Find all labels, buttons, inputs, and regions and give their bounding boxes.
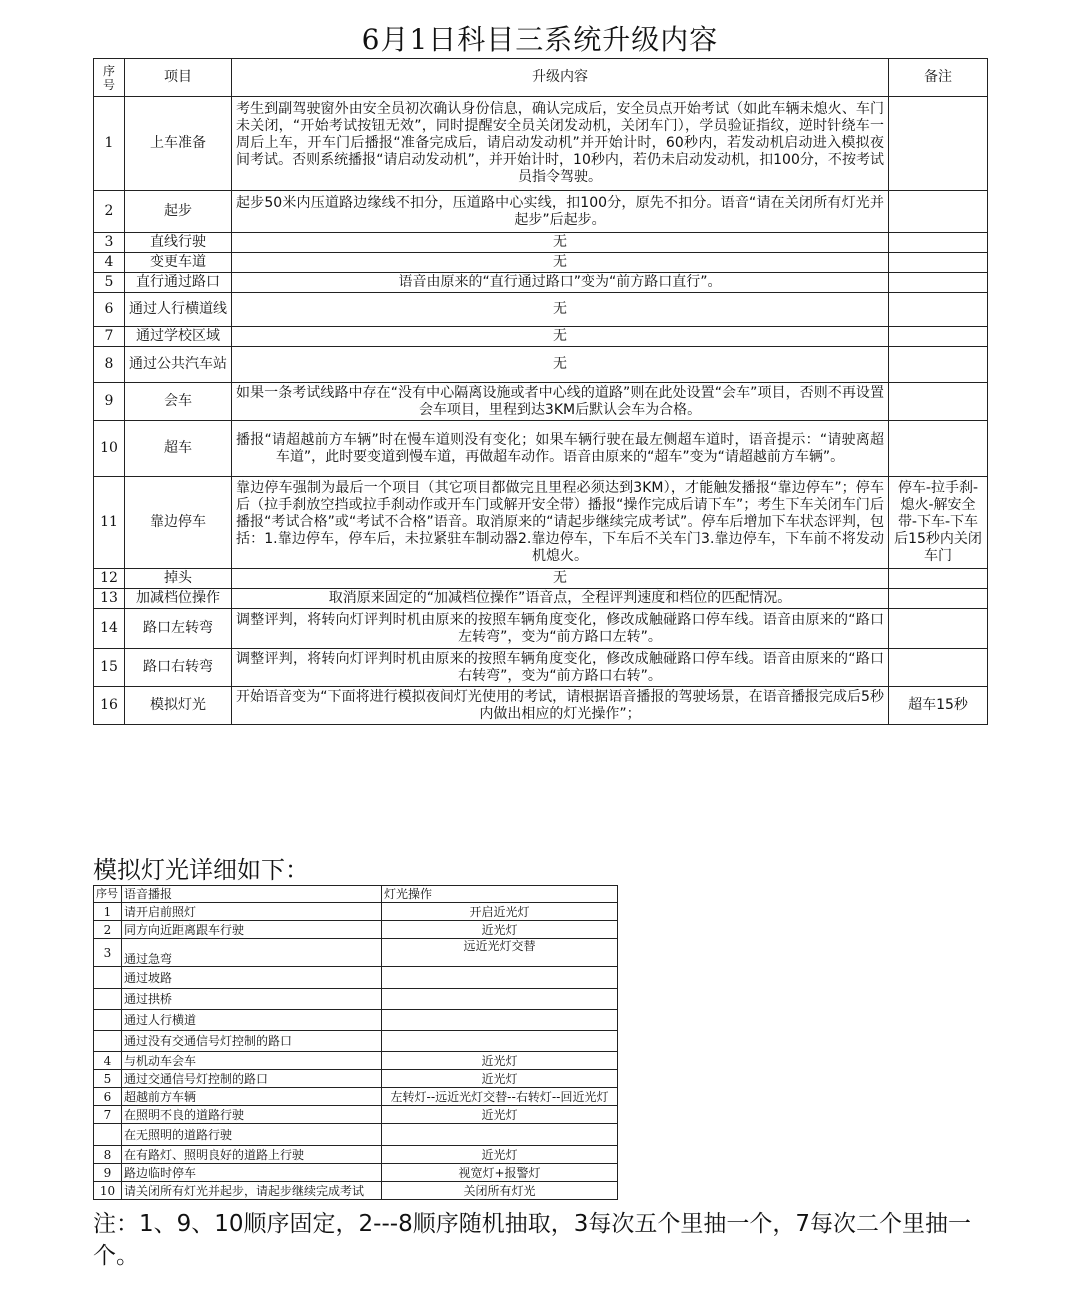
light-row-operation — [382, 1124, 618, 1146]
light-row — [94, 1182, 618, 1200]
footnote: 注：1、9、10顺序固定，2---8顺序随机抽取，3每次五个里抽一个，7每次二个里抽一个。 — [93, 1211, 971, 1269]
row-content: 靠边停车强制为最后一个项目（其它项目都做完且里程必须达到3KM），才能触发播报“靠边停车”；停车后（拉手刹放空挡或拉手刹动作或开车门或解开安全带）播报“操作完成后请下车”；考生下车关闭车门后播报“考试合格”或“考试不合格”语音。取消原来的“请起步继续完成考试”。停车后增加下车状态评判，包括：1.靠边停车，停车后，未拉紧驻车制动器2.靠边停车，下车后不关车门3.靠边停车，下车前不将发动机熄火。 — [232, 477, 889, 569]
light-header-voice: 语音播报 — [122, 886, 382, 903]
light-table — [93, 885, 618, 1200]
row-number: 1 — [94, 97, 125, 191]
light-row — [94, 939, 618, 967]
row-content: 无 — [232, 327, 889, 347]
row-content: 播报“请超越前方车辆”时在慢车道则没有变化；如果车辆行驶在最左侧超车道时，语音提示：“请驶离超车道”，此时要变道到慢车道，再做超车动作。语音由原来的“超车”变为“请超越前方车辆”。 — [232, 421, 889, 477]
light-row-voice: 通过拱桥 — [122, 989, 382, 1010]
light-row-voice: 与机动车会车 — [122, 1052, 382, 1070]
upgrade-row — [94, 191, 988, 233]
light-row-number: 10 — [94, 1182, 122, 1200]
upgrade-row — [94, 589, 988, 609]
row-note — [889, 97, 988, 191]
light-row-number — [94, 1124, 122, 1146]
row-number: 13 — [94, 589, 125, 609]
row-number: 7 — [94, 327, 125, 347]
light-row-number — [94, 1031, 122, 1052]
row-note: 停车-拉手刹-熄火-解安全带-下车-下车后15秒内关闭车门 — [889, 477, 988, 569]
upgrade-row — [94, 649, 988, 687]
light-row-voice: 路边临时停车 — [122, 1164, 382, 1182]
light-row-voice: 请关闭所有灯光并起步，请起步继续完成考试 — [122, 1182, 382, 1200]
row-number: 15 — [94, 649, 125, 687]
row-number: 4 — [94, 253, 125, 273]
light-row-voice: 同方向近距离跟车行驶 — [122, 921, 382, 939]
header-note: 备注 — [889, 59, 988, 97]
row-item: 加减档位操作 — [125, 589, 232, 609]
row-content: 开始语音变为“下面将进行模拟夜间灯光使用的考试，请根据语音播报的驾驶场景，在语音播报完成后5秒内做出相应的灯光操作”； — [232, 687, 889, 725]
light-row — [94, 921, 618, 939]
light-row-number: 6 — [94, 1088, 122, 1106]
row-number: 3 — [94, 233, 125, 253]
row-number: 9 — [94, 383, 125, 421]
light-row-operation: 开启近光灯 — [382, 903, 618, 921]
light-row-number — [94, 1010, 122, 1031]
light-row-operation: 近光灯 — [382, 921, 618, 939]
light-row-number: 9 — [94, 1164, 122, 1182]
row-note — [889, 421, 988, 477]
row-content: 无 — [232, 253, 889, 273]
light-row-operation — [382, 1010, 618, 1031]
light-row-operation: 近光灯 — [382, 1146, 618, 1164]
light-row-number: 1 — [94, 903, 122, 921]
row-item: 超车 — [125, 421, 232, 477]
light-row-operation: 近光灯 — [382, 1070, 618, 1088]
light-row — [94, 1088, 618, 1106]
upgrade-row — [94, 383, 988, 421]
light-row-number: 5 — [94, 1070, 122, 1088]
light-row-voice: 通过人行横道 — [122, 1010, 382, 1031]
row-content: 调整评判，将转向灯评判时机由原来的按照车辆角度变化，修改成触碰路口停车线。语音由原来的“路口左转弯”，变为“前方路口左转”。 — [232, 609, 889, 649]
light-row-number: 4 — [94, 1052, 122, 1070]
row-note — [889, 347, 988, 383]
light-row — [94, 903, 618, 921]
upgrade-row — [94, 273, 988, 293]
row-number: 8 — [94, 347, 125, 383]
light-row-voice: 通过坡路 — [122, 967, 382, 989]
upgrade-row — [94, 477, 988, 569]
row-content: 无 — [232, 293, 889, 327]
row-note — [889, 233, 988, 253]
light-header-no: 序号 — [94, 886, 122, 903]
upgrade-table — [93, 58, 988, 725]
upgrade-row — [94, 253, 988, 273]
row-item: 直行通过路口 — [125, 273, 232, 293]
row-content: 无 — [232, 347, 889, 383]
row-item: 通过学校区域 — [125, 327, 232, 347]
light-row — [94, 1124, 618, 1146]
row-content: 起步50米内压道路边缘线不扣分，压道路中心实线，扣100分，原先不扣分。语音“请在关闭所有灯光并起步”后起步。 — [232, 191, 889, 233]
row-item: 上车准备 — [125, 97, 232, 191]
row-number: 12 — [94, 569, 125, 589]
light-row-voice: 在无照明的道路行驶 — [122, 1124, 382, 1146]
light-row-voice: 通过交通信号灯控制的路口 — [122, 1070, 382, 1088]
row-note — [889, 589, 988, 609]
light-row-operation: 近光灯 — [382, 1106, 618, 1124]
row-content: 无 — [232, 233, 889, 253]
row-item: 直线行驶 — [125, 233, 232, 253]
light-row-number: 2 — [94, 921, 122, 939]
light-row — [94, 1052, 618, 1070]
light-row — [94, 1010, 618, 1031]
row-number: 6 — [94, 293, 125, 327]
light-table-header-row — [94, 886, 618, 903]
row-number: 14 — [94, 609, 125, 649]
light-row — [94, 989, 618, 1010]
row-item: 靠边停车 — [125, 477, 232, 569]
light-row-operation: 视宽灯+报警灯 — [382, 1164, 618, 1182]
row-number: 5 — [94, 273, 125, 293]
upgrade-row — [94, 97, 988, 191]
row-content: 取消原来固定的“加减档位操作”语音点，全程评判速度和档位的匹配情况。 — [232, 589, 889, 609]
upgrade-row — [94, 569, 988, 589]
light-row-operation — [382, 989, 618, 1010]
light-row-operation — [382, 967, 618, 989]
row-item: 通过公共汽车站 — [125, 347, 232, 383]
row-item: 模拟灯光 — [125, 687, 232, 725]
row-note — [889, 327, 988, 347]
light-row-voice: 通过没有交通信号灯控制的路口 — [122, 1031, 382, 1052]
light-row-number: 8 — [94, 1146, 122, 1164]
upgrade-row — [94, 347, 988, 383]
row-number: 10 — [94, 421, 125, 477]
row-number: 16 — [94, 687, 125, 725]
upgrade-table-header-row — [94, 59, 988, 97]
row-note — [889, 569, 988, 589]
light-row-voice: 请开启前照灯 — [122, 903, 382, 921]
row-note — [889, 649, 988, 687]
row-item: 变更车道 — [125, 253, 232, 273]
light-row-operation: 左转灯--远近光灯交替--右转灯--回近光灯 — [382, 1088, 618, 1106]
page-title: 6月1日科目三系统升级内容 — [361, 23, 719, 56]
upgrade-row — [94, 609, 988, 649]
light-row-operation: 近光灯 — [382, 1052, 618, 1070]
row-item: 起步 — [125, 191, 232, 233]
light-row-number: 7 — [94, 1106, 122, 1124]
light-row-number — [94, 989, 122, 1010]
header-content: 升级内容 — [232, 59, 889, 97]
light-row-operation — [382, 1031, 618, 1052]
light-row — [94, 967, 618, 989]
row-note — [889, 293, 988, 327]
upgrade-row — [94, 421, 988, 477]
row-content: 无 — [232, 569, 889, 589]
light-row-number: 3 — [94, 939, 122, 967]
light-header-op: 灯光操作 — [382, 886, 618, 903]
light-row-voice: 在有路灯、照明良好的道路上行驶 — [122, 1146, 382, 1164]
upgrade-row — [94, 327, 988, 347]
row-item: 会车 — [125, 383, 232, 421]
light-row — [94, 1070, 618, 1088]
row-note — [889, 253, 988, 273]
light-row — [94, 1106, 618, 1124]
row-content: 考生到副驾驶窗外由安全员初次确认身份信息，确认完成后，安全员点开始考试（如此车辆未熄火、车门未关闭，“开始考试按钮无效”，同时提醒安全员关闭发动机，关闭车门），学员验证指纹，逆时针绕车一周后上车，开车门后播报“准备完成后，请启动发动机”并开始计时，60秒内，若发动机启动进入模拟夜间考试。否则系统播报“请启动发动机”，并开始计时，10秒内，若仍未启动发动机，扣100分，不按考试员指令驾驶。 — [232, 97, 889, 191]
light-row-voice: 通过急弯 — [122, 939, 382, 967]
upgrade-row — [94, 687, 988, 725]
row-item: 掉头 — [125, 569, 232, 589]
row-item: 通过人行横道线 — [125, 293, 232, 327]
row-number: 11 — [94, 477, 125, 569]
upgrade-row — [94, 293, 988, 327]
light-row — [94, 1146, 618, 1164]
light-row-number — [94, 967, 122, 989]
light-row — [94, 1164, 618, 1182]
light-row-voice: 超越前方车辆 — [122, 1088, 382, 1106]
light-row — [94, 1031, 618, 1052]
row-note — [889, 273, 988, 293]
light-row-operation: 远近光灯交替 — [382, 939, 618, 967]
row-note — [889, 383, 988, 421]
row-item: 路口左转弯 — [125, 609, 232, 649]
light-section-title: 模拟灯光详细如下： — [93, 856, 309, 884]
light-row-voice: 在照明不良的道路行驶 — [122, 1106, 382, 1124]
header-item: 项目 — [125, 59, 232, 97]
row-note — [889, 191, 988, 233]
light-row-operation: 关闭所有灯光 — [382, 1182, 618, 1200]
row-content: 如果一条考试线路中存在“没有中心隔离设施或者中心线的道路”则在此处设置“会车”项目，否则不再设置会车项目，里程到达3KM后默认会车为合格。 — [232, 383, 889, 421]
row-number: 2 — [94, 191, 125, 233]
row-content: 语音由原来的“直行通过路口”变为“前方路口直行”。 — [232, 273, 889, 293]
row-content: 调整评判，将转向灯评判时机由原来的按照车辆角度变化，修改成触碰路口停车线。语音由原来的“路口右转弯”，变为“前方路口右转”。 — [232, 649, 889, 687]
row-item: 路口右转弯 — [125, 649, 232, 687]
upgrade-row — [94, 233, 988, 253]
header-no: 序号 — [94, 59, 125, 97]
row-note: 超车15秒 — [889, 687, 988, 725]
row-note — [889, 609, 988, 649]
